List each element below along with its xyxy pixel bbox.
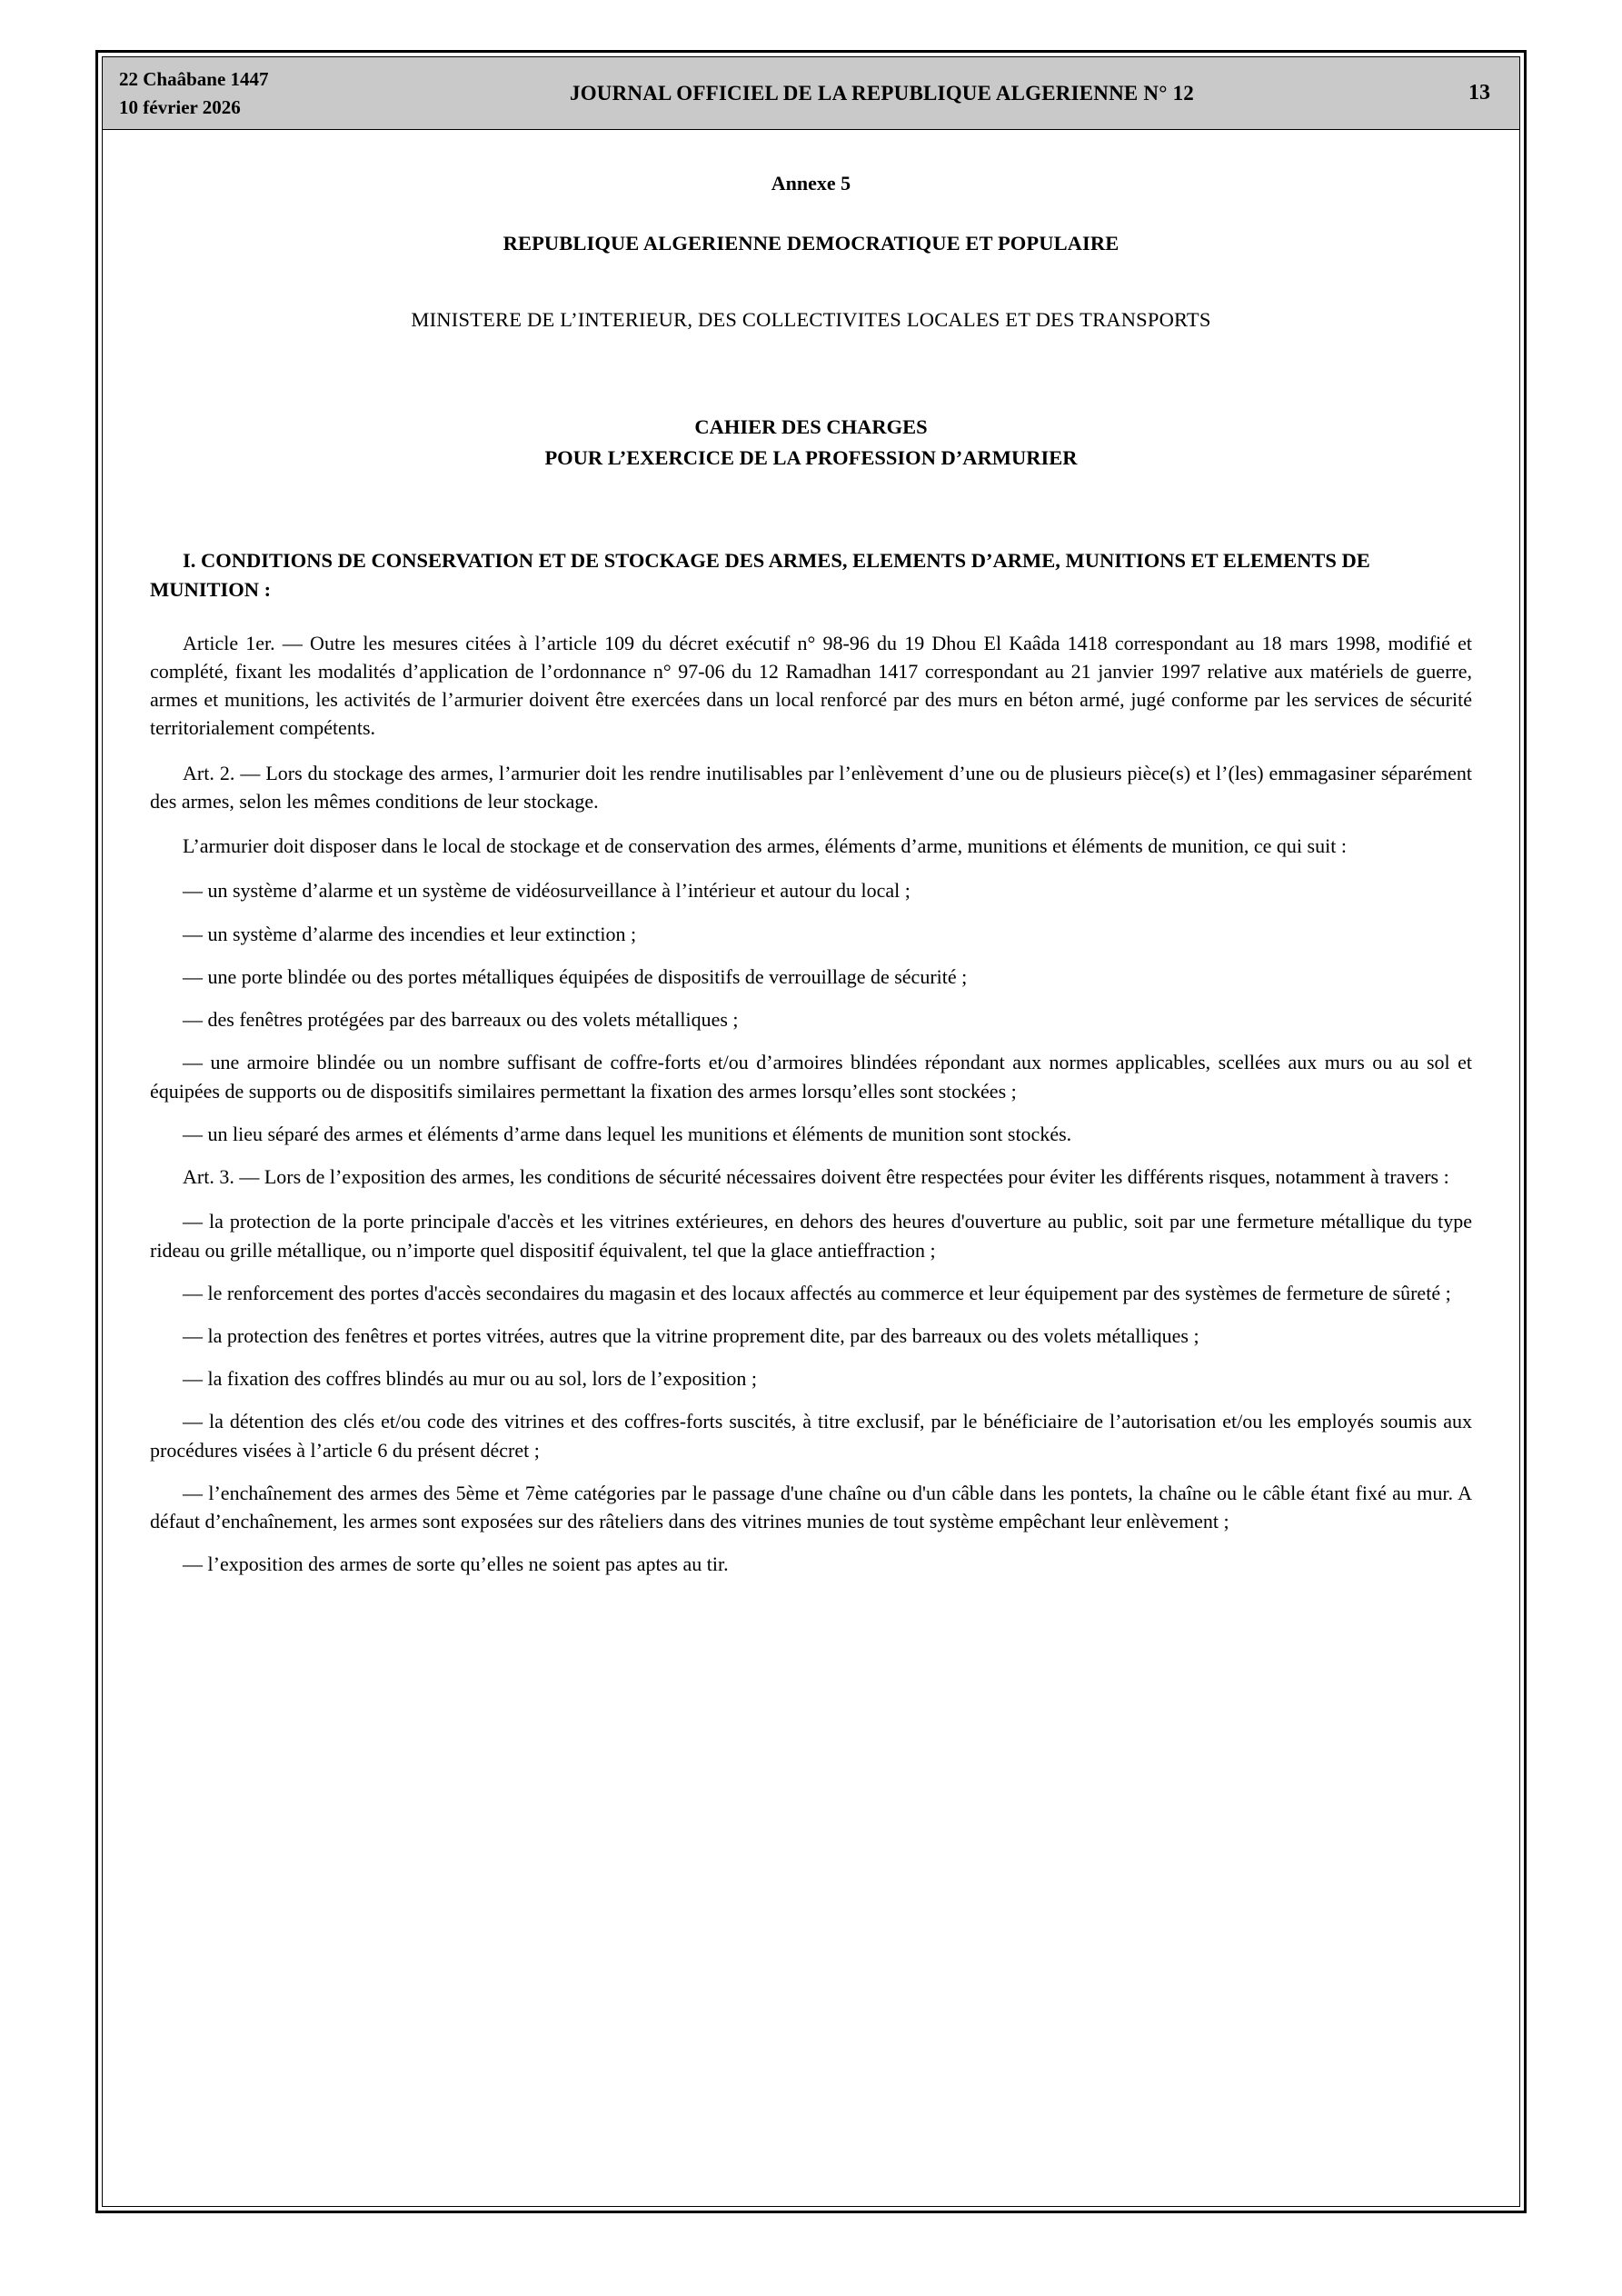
list-item: — la protection de la porte principale d'accès et les vitrines extérieures, en dehors des heures d'ouverture au public, soit par une fermeture métallique du type rideau ou grille métallique, ou n’importe quel dispositif équivalent, tel que la glace antieffraction ;: [150, 1210, 1472, 1262]
header-date-gregorian: 10 février 2026: [119, 95, 241, 118]
header-dates: [119, 57, 383, 129]
list-item: — un lieu séparé des armes et éléments d’arme dans lequel les munitions et éléments de munition sont stockés.: [183, 1122, 1072, 1145]
list-item: — la fixation des coffres blindés au mur ou au sol, lors de l’exposition ;: [183, 1367, 757, 1391]
paragraph-article-2: Art. 2. — Lors du stockage des armes, l’armurier doit les rendre inutilisables par l’enlèvement d’une ou de plusieurs pièce(s) et l’(les) emmagasiner séparément des armes, selon les mêmes conditions de leur stockage.: [150, 761, 1472, 813]
header-date-hijri: 22 Chaâbane 1447: [119, 68, 269, 91]
list-item: — des fenêtres protégées par des barreaux ou des volets métalliques ;: [183, 1008, 739, 1032]
list-item: — le renforcement des portes d'accès secondaires du magasin et des locaux affectés au commerce et leur équipement par des systèmes de fermeture de sûreté ;: [183, 1281, 1451, 1304]
paragraph-storage-intro: L’armurier doit disposer dans le local de stockage et de conservation des armes, éléments d’arme, munitions et éléments de munition, ce qui suit :: [183, 834, 1347, 858]
paragraph-article-3: Art. 3. — Lors de l’exposition des armes, les conditions de sécurité nécessaires doivent être respectées pour éviter les différents risques, notamment à travers :: [183, 1165, 1449, 1189]
ministry-heading: MINISTERE DE L’INTERIEUR, DES COLLECTIVITES LOCALES ET DES TRANSPORTS: [411, 308, 1211, 331]
page-border-inner: [102, 56, 1520, 2207]
paragraph-article-1: Article 1er. — Outre les mesures citées à l’article 109 du décret exécutif n° 98-96 du 19 Dhou El Kaâda 1418 correspondant au 18 mars 1998, modifié et complété, fixant les modalités d’application de l’ordonnance n° 97-06 du 12 Ramadhan 1417 correspondant au 21 janvier 1997 relative aux matériels de guerre, armes et munitions, les activités de l’armurier doivent être exercées dans un local renforcé par des murs en béton armé, jugé conforme par les services de sécurité territorialement compétents.: [150, 631, 1472, 740]
list-item: — l’enchaînement des armes des 5ème et 7ème catégories par le passage d'une chaîne ou d'un câble dans les pontets, la chaîne ou le câble étant fixé au mur. A défaut d’enchaînement, les armes sont exposées sur des râteliers dans des vitrines munies de tout système empêchant leur enlèvement ;: [150, 1481, 1472, 1533]
annexe-title: Annexe 5: [771, 172, 851, 195]
list-item: — la protection des fenêtres et portes vitrées, autres que la vitrine proprement dite, par des barreaux ou des volets métalliques ;: [183, 1323, 1199, 1347]
list-item: — un système d’alarme des incendies et leur extinction ;: [183, 922, 637, 945]
list-item: — la détention des clés et/ou code des vitrines et des coffres-forts suscités, à titre exclusif, par le bénéficiaire de l’autorisation et/ou les employés soumis aux procédures visées à l’article 6 du présent décret ;: [150, 1410, 1472, 1462]
cahier-line-2: POUR L’EXERCICE DE LA PROFESSION D’ARMURIER: [544, 445, 1078, 469]
header-journal-title: JOURNAL OFFICIEL DE LA REPUBLIQUE ALGERIENNE N° 12: [570, 81, 1194, 105]
list-item: — une porte blindée ou des portes métalliques équipées de dispositifs de verrouillage de sécurité ;: [183, 964, 968, 988]
cahier-line-1: CAHIER DES CHARGES: [694, 415, 928, 438]
page-content: [103, 130, 1519, 1612]
header-page-number: 13: [1468, 81, 1490, 105]
list-item: — un système d’alarme et un système de vidéosurveillance à l’intérieur et autour du local ;: [183, 879, 911, 903]
page-border-outer: [95, 50, 1527, 2213]
list-item: — l’exposition des armes de sorte qu’elles ne soient pas aptes au tir.: [183, 1552, 729, 1576]
republic-heading: REPUBLIQUE ALGERIENNE DEMOCRATIQUE ET POPULAIRE: [503, 232, 1119, 255]
section-heading-1: I. CONDITIONS DE CONSERVATION ET DE STOCKAGE DES ARMES, ELEMENTS D’ARME, MUNITIONS ET ELEMENTS DE MUNITION :: [150, 548, 1370, 602]
cahier-des-charges-heading: [150, 412, 1472, 474]
list-item: — une armoire blindée ou un nombre suffisant de coffre-forts et/ou d’armoires blindées répondant aux normes applicables, scellées aux murs ou au sol et équipées de supports ou de dispositifs similaires permettant la fixation des armes lorsqu’elles sont stockées ;: [150, 1051, 1472, 1103]
page-header: [103, 57, 1519, 130]
